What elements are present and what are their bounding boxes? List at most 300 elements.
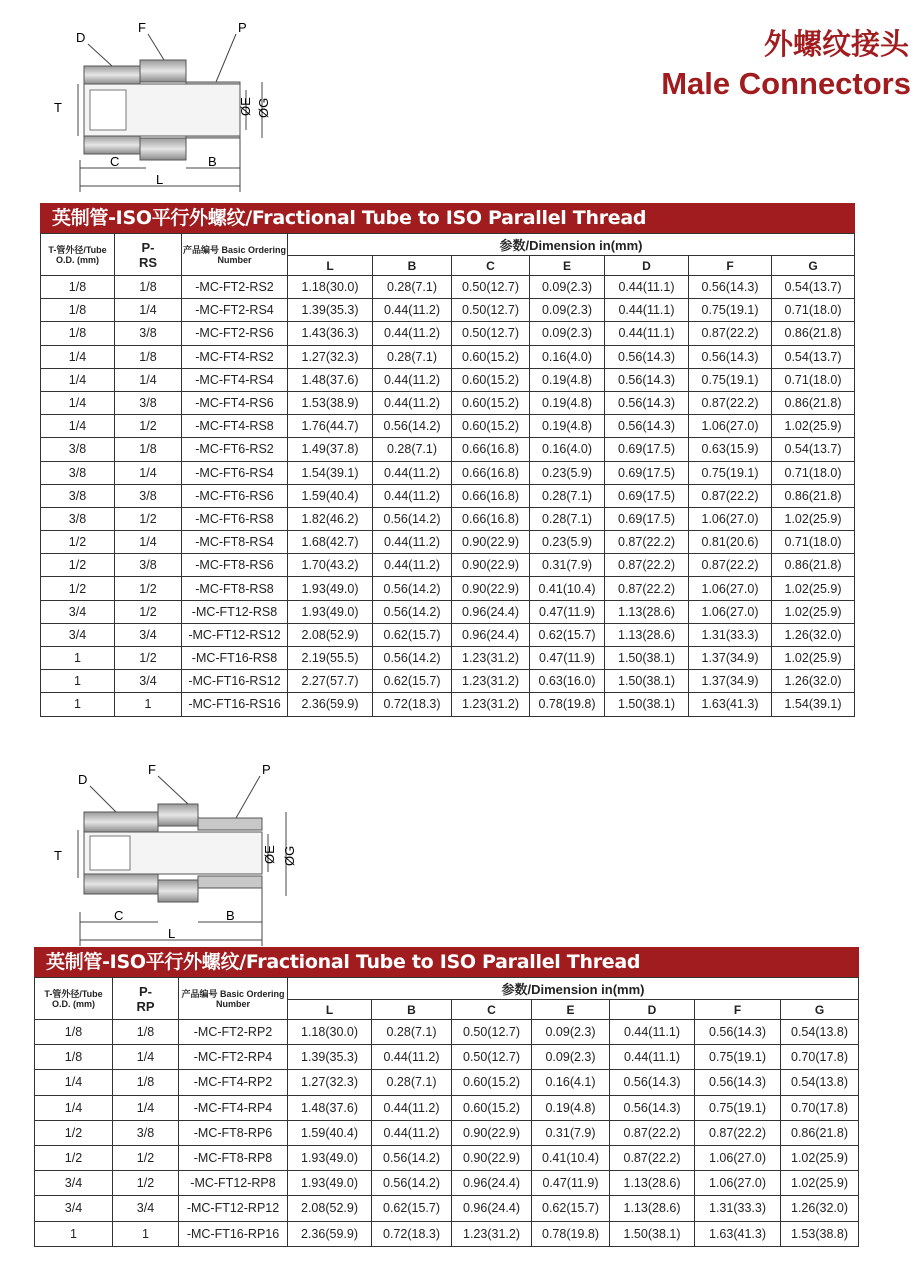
table-cell: 0.75(19.1)	[689, 461, 772, 484]
table-cell: 0.90(22.9)	[452, 1145, 532, 1170]
dimension-table	[40, 233, 855, 717]
table-cell: 1.54(39.1)	[772, 693, 855, 716]
table-cell: 0.63(16.0)	[530, 670, 605, 693]
label-e: ØE	[262, 845, 277, 864]
table-cell: 1.06(27.0)	[689, 507, 772, 530]
dim-col-header: G	[781, 1000, 859, 1020]
table-cell: 0.75(19.1)	[689, 299, 772, 322]
dim-col-header: L	[288, 256, 373, 276]
table-cell: 1.27(32.3)	[288, 1070, 372, 1095]
table-row	[35, 1020, 859, 1045]
table-cell: 0.71(18.0)	[772, 368, 855, 391]
table-cell: 0.54(13.8)	[781, 1020, 859, 1045]
table-cell: 3/8	[115, 554, 182, 577]
dim-col-header: C	[452, 256, 530, 276]
table-cell: 1/4	[41, 415, 115, 438]
table-row	[41, 600, 855, 623]
table-cell: -MC-FT6-RS8	[182, 507, 288, 530]
table-cell: 1.93(49.0)	[288, 1145, 372, 1170]
table-cell: 0.56(14.2)	[372, 1145, 452, 1170]
table-cell: 1/8	[41, 299, 115, 322]
table-cell: 0.86(21.8)	[772, 391, 855, 414]
table-cell: 0.69(17.5)	[605, 461, 689, 484]
table-cell: 0.44(11.2)	[373, 484, 452, 507]
table-cell: 0.16(4.1)	[532, 1070, 610, 1095]
table-cell: 0.56(14.3)	[689, 345, 772, 368]
dim-col-header: B	[372, 1000, 452, 1020]
label-p: P	[238, 20, 247, 35]
label-b: B	[208, 154, 217, 169]
table-cell: 1/2	[115, 577, 182, 600]
table-cell: 1.18(30.0)	[288, 1020, 372, 1045]
table-cell: 0.87(22.2)	[689, 484, 772, 507]
table-cell: 0.66(16.8)	[452, 507, 530, 530]
page-title-en: Male Connectors	[661, 66, 911, 101]
table-cell: 0.09(2.3)	[532, 1045, 610, 1070]
table-cell: 1/8	[113, 1020, 179, 1045]
table-row	[41, 415, 855, 438]
table-cell: 2.36(59.9)	[288, 693, 373, 716]
dim-col-header: C	[452, 1000, 532, 1020]
table-cell: 0.60(15.2)	[452, 1070, 532, 1095]
table-cell: 0.44(11.1)	[605, 299, 689, 322]
col-tube-header: T-管外径/Tube O.D. (mm)	[35, 978, 113, 1020]
table-cell: 0.44(11.2)	[373, 299, 452, 322]
table-banner: 英制管-ISO平行外螺纹/Fractional Tube to ISO Parallel Thread	[40, 203, 855, 233]
table-cell: 1.50(38.1)	[610, 1221, 695, 1246]
table-row	[35, 1221, 859, 1246]
table-cell: 0.87(22.2)	[610, 1120, 695, 1145]
table-cell: 0.72(18.3)	[372, 1221, 452, 1246]
table-cell: 0.86(21.8)	[772, 554, 855, 577]
table-row	[41, 276, 855, 299]
table-cell: 0.50(12.7)	[452, 276, 530, 299]
table-cell: 1.02(25.9)	[772, 647, 855, 670]
table-cell: 3/4	[115, 623, 182, 646]
table-cell: 2.27(57.7)	[288, 670, 373, 693]
table-cell: 1.23(31.2)	[452, 670, 530, 693]
table-cell: 0.66(16.8)	[452, 484, 530, 507]
table-cell: 1/4	[115, 531, 182, 554]
table-cell: 0.44(11.2)	[373, 531, 452, 554]
table-row	[41, 693, 855, 716]
table-cell: 0.54(13.8)	[781, 1070, 859, 1095]
table-cell: 1/2	[115, 600, 182, 623]
table-cell: 3/8	[41, 438, 115, 461]
table-row	[41, 623, 855, 646]
table-cell: 0.75(19.1)	[695, 1095, 781, 1120]
table-cell: 0.60(15.2)	[452, 415, 530, 438]
table-cell: 0.90(22.9)	[452, 531, 530, 554]
table-cell: 1	[41, 693, 115, 716]
table-cell: 0.96(24.4)	[452, 623, 530, 646]
table-cell: 1.50(38.1)	[605, 670, 689, 693]
table-cell: 1.13(28.6)	[605, 623, 689, 646]
table-cell: 0.44(11.1)	[610, 1020, 695, 1045]
table-cell: -MC-FT6-RS6	[182, 484, 288, 507]
table-cell: 3/8	[113, 1120, 179, 1145]
table-cell: -MC-FT8-RS6	[182, 554, 288, 577]
table-cell: 1.48(37.6)	[288, 368, 373, 391]
table-cell: 1/4	[35, 1095, 113, 1120]
connector-diagram-2	[40, 762, 320, 952]
table-cell: 0.78(19.8)	[532, 1221, 610, 1246]
table-cell: 1.43(36.3)	[288, 322, 373, 345]
table-row	[35, 1120, 859, 1145]
table-cell: 0.44(11.2)	[372, 1095, 452, 1120]
table-cell: 1/4	[115, 299, 182, 322]
table-cell: 0.09(2.3)	[530, 322, 605, 345]
table-cell: 1/2	[113, 1145, 179, 1170]
table-cell: -MC-FT2-RP4	[179, 1045, 288, 1070]
table-row	[35, 1070, 859, 1095]
table-cell: 0.09(2.3)	[530, 299, 605, 322]
table-cell: 0.23(5.9)	[530, 461, 605, 484]
label-t: T	[54, 848, 62, 863]
label-f: F	[138, 20, 146, 35]
table-cell: 1.93(49.0)	[288, 1171, 372, 1196]
table-cell: 1.27(32.3)	[288, 345, 373, 368]
table-cell: 1.26(32.0)	[772, 623, 855, 646]
table-cell: 3/4	[35, 1171, 113, 1196]
table-row	[41, 368, 855, 391]
table-cell: 0.47(11.9)	[530, 647, 605, 670]
table-cell: -MC-FT2-RP2	[179, 1020, 288, 1045]
table-cell: 0.16(4.0)	[530, 345, 605, 368]
table-cell: 1/8	[115, 276, 182, 299]
table-cell: -MC-FT12-RP8	[179, 1171, 288, 1196]
table-cell: 1/8	[35, 1020, 113, 1045]
table-cell: 0.96(24.4)	[452, 1171, 532, 1196]
table-cell: -MC-FT6-RS2	[182, 438, 288, 461]
table-cell: 0.28(7.1)	[372, 1020, 452, 1045]
spec-table-rp	[34, 947, 859, 1247]
label-p: P	[262, 762, 271, 777]
table-cell: 1.70(43.2)	[288, 554, 373, 577]
table-cell: 0.56(14.2)	[373, 600, 452, 623]
table-cell: -MC-FT4-RS2	[182, 345, 288, 368]
table-cell: 0.56(14.3)	[605, 415, 689, 438]
table-cell: 0.69(17.5)	[605, 438, 689, 461]
table-cell: 1/4	[41, 391, 115, 414]
table-cell: 1/4	[41, 345, 115, 368]
table-cell: 1.06(27.0)	[689, 415, 772, 438]
table-cell: 0.41(10.4)	[530, 577, 605, 600]
table-cell: 1/2	[113, 1171, 179, 1196]
table-cell: 1.50(38.1)	[605, 693, 689, 716]
table-cell: 1.50(38.1)	[605, 647, 689, 670]
table-cell: 1.48(37.6)	[288, 1095, 372, 1120]
table-cell: 1.37(34.9)	[689, 670, 772, 693]
table-cell: -MC-FT8-RP8	[179, 1145, 288, 1170]
table-cell: 2.08(52.9)	[288, 1196, 372, 1221]
table-cell: -MC-FT2-RS2	[182, 276, 288, 299]
table-cell: 1/8	[115, 345, 182, 368]
table-row	[41, 299, 855, 322]
table-cell: 0.71(18.0)	[772, 299, 855, 322]
table-cell: 0.78(19.8)	[530, 693, 605, 716]
table-cell: 0.56(14.2)	[373, 577, 452, 600]
table-cell: 0.28(7.1)	[373, 345, 452, 368]
table-row	[41, 577, 855, 600]
table-cell: 1.06(27.0)	[689, 600, 772, 623]
table-cell: 2.36(59.9)	[288, 1221, 372, 1246]
table-cell: 0.56(14.3)	[695, 1070, 781, 1095]
table-row	[35, 1145, 859, 1170]
table-cell: -MC-FT4-RS8	[182, 415, 288, 438]
table-cell: 0.96(24.4)	[452, 600, 530, 623]
table-cell: 0.54(13.7)	[772, 345, 855, 368]
table-cell: 0.50(12.7)	[452, 299, 530, 322]
table-cell: 0.75(19.1)	[689, 368, 772, 391]
table-cell: 0.44(11.1)	[605, 322, 689, 345]
page-title-cn: 外螺纹接头	[763, 27, 909, 61]
table-cell: 1.53(38.9)	[288, 391, 373, 414]
table-cell: 1.23(31.2)	[452, 647, 530, 670]
table-cell: 1/2	[115, 507, 182, 530]
table-row	[35, 1196, 859, 1221]
table-cell: 0.31(7.9)	[532, 1120, 610, 1145]
table-cell: 0.44(11.2)	[373, 368, 452, 391]
table-cell: 1.06(27.0)	[689, 577, 772, 600]
table-cell: 0.44(11.2)	[373, 322, 452, 345]
table-cell: 0.47(11.9)	[532, 1171, 610, 1196]
table-cell: 0.60(15.2)	[452, 1095, 532, 1120]
dim-col-header: G	[772, 256, 855, 276]
table-cell: 3/4	[41, 600, 115, 623]
table-cell: 1.59(40.4)	[288, 1120, 372, 1145]
table-cell: 1	[41, 670, 115, 693]
table-cell: 1.23(31.2)	[452, 693, 530, 716]
table-cell: 1.23(31.2)	[452, 1221, 532, 1246]
table-cell: 0.54(13.7)	[772, 438, 855, 461]
table-cell: 0.87(22.2)	[605, 554, 689, 577]
table-cell: 1.02(25.9)	[781, 1145, 859, 1170]
table-cell: 1	[115, 693, 182, 716]
table-cell: 1.39(35.3)	[288, 1045, 372, 1070]
table-cell: 1.02(25.9)	[772, 600, 855, 623]
table-cell: 3/8	[115, 484, 182, 507]
col-order-header: 产品编号 Basic Ordering Number	[179, 978, 288, 1020]
table-cell: -MC-FT16-RS12	[182, 670, 288, 693]
table-cell: 0.62(15.7)	[373, 623, 452, 646]
table-cell: 1	[41, 647, 115, 670]
table-cell: 1.02(25.9)	[781, 1171, 859, 1196]
table-cell: 0.69(17.5)	[605, 507, 689, 530]
col-p-header: P- RP	[113, 978, 179, 1020]
table-cell: 3/4	[113, 1196, 179, 1221]
table-cell: 1/8	[41, 276, 115, 299]
label-t: T	[54, 100, 62, 115]
table-cell: -MC-FT4-RP2	[179, 1070, 288, 1095]
table-cell: -MC-FT12-RS8	[182, 600, 288, 623]
dim-col-header: D	[605, 256, 689, 276]
label-c: C	[110, 154, 120, 169]
table-row	[41, 345, 855, 368]
table-cell: 0.75(19.1)	[695, 1045, 781, 1070]
table-cell: 0.86(21.8)	[772, 322, 855, 345]
table-cell: 0.60(15.2)	[452, 391, 530, 414]
table-cell: 0.28(7.1)	[373, 438, 452, 461]
table-cell: 3/4	[115, 670, 182, 693]
table-cell: 0.87(22.2)	[605, 531, 689, 554]
table-cell: 0.56(14.3)	[610, 1095, 695, 1120]
table-cell: 0.44(11.1)	[605, 276, 689, 299]
table-cell: 0.69(17.5)	[605, 484, 689, 507]
table-cell: 1.93(49.0)	[288, 577, 373, 600]
dim-col-header: D	[610, 1000, 695, 1020]
table-row	[41, 391, 855, 414]
table-cell: 1.63(41.3)	[689, 693, 772, 716]
table-cell: 0.47(11.9)	[530, 600, 605, 623]
table-cell: 0.44(11.2)	[373, 461, 452, 484]
table-cell: 1/2	[115, 415, 182, 438]
table-cell: 0.60(15.2)	[452, 368, 530, 391]
table-cell: -MC-FT2-RS4	[182, 299, 288, 322]
table-cell: 0.09(2.3)	[532, 1020, 610, 1045]
label-g: ØG	[282, 845, 297, 866]
table-cell: 0.90(22.9)	[452, 554, 530, 577]
table-cell: 1.02(25.9)	[772, 577, 855, 600]
table-cell: 0.44(11.2)	[372, 1045, 452, 1070]
table-cell: 1.93(49.0)	[288, 600, 373, 623]
table-cell: 0.28(7.1)	[373, 276, 452, 299]
dim-col-header: E	[530, 256, 605, 276]
table-cell: 0.62(15.7)	[372, 1196, 452, 1221]
table-cell: -MC-FT12-RS12	[182, 623, 288, 646]
table-cell: 0.71(18.0)	[772, 531, 855, 554]
table-cell: 1.02(25.9)	[772, 415, 855, 438]
table-cell: 1/8	[115, 438, 182, 461]
table-cell: 3/8	[41, 484, 115, 507]
table-cell: 0.56(14.2)	[373, 647, 452, 670]
label-l: L	[156, 172, 164, 187]
table-cell: 0.56(14.2)	[373, 507, 452, 530]
table-cell: 0.87(22.2)	[689, 554, 772, 577]
table-cell: 1/4	[115, 461, 182, 484]
table-cell: 0.90(22.9)	[452, 1120, 532, 1145]
table-cell: 0.86(21.8)	[772, 484, 855, 507]
dim-col-header: B	[373, 256, 452, 276]
table-cell: 0.44(11.1)	[610, 1045, 695, 1070]
table-cell: 0.72(18.3)	[373, 693, 452, 716]
dim-col-header: F	[695, 1000, 781, 1020]
table-cell: 1/2	[41, 577, 115, 600]
dimension-table	[34, 977, 859, 1247]
table-cell: -MC-FT8-RS4	[182, 531, 288, 554]
table-cell: 1/2	[115, 647, 182, 670]
table-row	[41, 484, 855, 507]
table-cell: 1.39(35.3)	[288, 299, 373, 322]
col-p-header: P- RS	[115, 234, 182, 276]
table-row	[35, 1095, 859, 1120]
table-cell: 0.28(7.1)	[372, 1070, 452, 1095]
dim-col-header: L	[288, 1000, 372, 1020]
table-cell: 1.06(27.0)	[695, 1145, 781, 1170]
table-cell: 1/4	[113, 1095, 179, 1120]
table-cell: 0.90(22.9)	[452, 577, 530, 600]
table-cell: 0.62(15.7)	[530, 623, 605, 646]
label-c: C	[114, 908, 124, 923]
table-cell: 1.76(44.7)	[288, 415, 373, 438]
table-cell: 0.19(4.8)	[530, 415, 605, 438]
table-cell: 0.86(21.8)	[781, 1120, 859, 1145]
table-cell: 0.50(12.7)	[452, 1045, 532, 1070]
table-cell: 1/8	[41, 322, 115, 345]
dimension-header: 参数/Dimension in(mm)	[288, 978, 859, 1000]
label-l: L	[168, 926, 176, 941]
table-cell: 0.87(22.2)	[605, 577, 689, 600]
table-cell: -MC-FT2-RS6	[182, 322, 288, 345]
table-cell: 3/8	[115, 391, 182, 414]
table-row	[41, 554, 855, 577]
table-row	[41, 322, 855, 345]
table-cell: -MC-FT8-RP6	[179, 1120, 288, 1145]
table-cell: 0.56(14.3)	[605, 368, 689, 391]
table-cell: 1.63(41.3)	[695, 1221, 781, 1246]
table-cell: -MC-FT8-RS8	[182, 577, 288, 600]
table-cell: -MC-FT16-RS16	[182, 693, 288, 716]
table-cell: 1.13(28.6)	[610, 1171, 695, 1196]
table-row	[35, 1045, 859, 1070]
table-row	[41, 647, 855, 670]
table-cell: 1.02(25.9)	[772, 507, 855, 530]
table-cell: 1/2	[35, 1145, 113, 1170]
table-cell: -MC-FT16-RP16	[179, 1221, 288, 1246]
table-cell: 1/4	[113, 1045, 179, 1070]
table-cell: 0.31(7.9)	[530, 554, 605, 577]
table-cell: 3/8	[41, 507, 115, 530]
table-cell: 0.66(16.8)	[452, 438, 530, 461]
table-cell: 0.09(2.3)	[530, 276, 605, 299]
label-e: ØE	[238, 97, 253, 116]
table-cell: 1.06(27.0)	[695, 1171, 781, 1196]
table-cell: 0.56(14.2)	[372, 1171, 452, 1196]
table-cell: 0.87(22.2)	[689, 391, 772, 414]
table-cell: 1/2	[41, 531, 115, 554]
table-cell: 1.49(37.8)	[288, 438, 373, 461]
table-cell: 0.56(14.3)	[695, 1020, 781, 1045]
label-d: D	[76, 30, 86, 45]
table-cell: -MC-FT6-RS4	[182, 461, 288, 484]
table-cell: 0.16(4.0)	[530, 438, 605, 461]
table-cell: -MC-FT12-RP12	[179, 1196, 288, 1221]
table-cell: 0.63(15.9)	[689, 438, 772, 461]
table-cell: 0.44(11.2)	[373, 554, 452, 577]
table-cell: 0.56(14.2)	[373, 415, 452, 438]
table-cell: 2.19(55.5)	[288, 647, 373, 670]
table-row	[41, 507, 855, 530]
table-cell: 0.50(12.7)	[452, 322, 530, 345]
table-cell: 0.56(14.3)	[605, 345, 689, 368]
table-cell: 1.13(28.6)	[610, 1196, 695, 1221]
table-cell: 0.50(12.7)	[452, 1020, 532, 1045]
label-b: B	[226, 908, 235, 923]
table-cell: 0.56(14.3)	[689, 276, 772, 299]
table-cell: 3/4	[35, 1196, 113, 1221]
table-cell: 0.54(13.7)	[772, 276, 855, 299]
table-cell: 1/2	[41, 554, 115, 577]
table-cell: 0.28(7.1)	[530, 484, 605, 507]
label-f: F	[148, 762, 156, 777]
table-cell: 0.44(11.2)	[373, 391, 452, 414]
table-cell: 1.31(33.3)	[689, 623, 772, 646]
table-cell: 0.66(16.8)	[452, 461, 530, 484]
col-tube-header: T-管外径/Tube O.D. (mm)	[41, 234, 115, 276]
table-cell: 1.68(42.7)	[288, 531, 373, 554]
table-row	[41, 531, 855, 554]
col-order-header: 产品编号 Basic Ordering Number	[182, 234, 288, 276]
